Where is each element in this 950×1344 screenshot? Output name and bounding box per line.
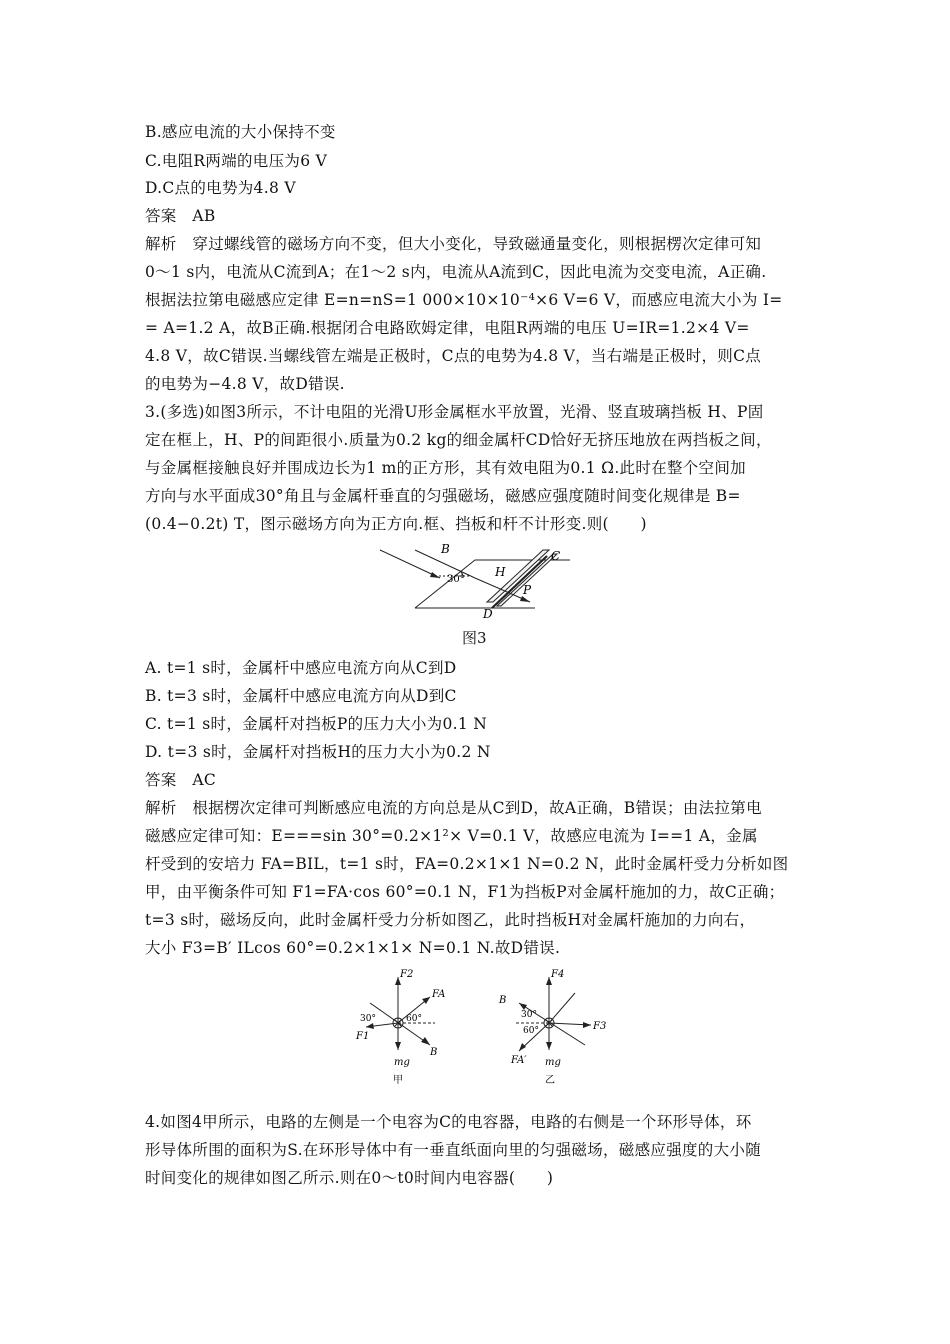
q2-analysis-line: 的电势为−4.8 V，故D错误. [145, 375, 345, 393]
q3-answer: 答案 AC [145, 771, 217, 789]
label-b: B [441, 542, 450, 556]
q3-option-d: D. t=3 s时，金属杆对挡板H的压力大小为0.2 N [145, 743, 491, 761]
label-d: D [483, 607, 493, 618]
q2-option-d: D.C点的电势为4.8 V [145, 179, 296, 197]
label-fa: FA [432, 989, 446, 1000]
q3-stem-line: 与金属框接触良好并围成边长为1 m的正方形，其有效电阻为0.1 Ω.此时在整个空间加 [145, 459, 746, 477]
label-c: C [551, 549, 561, 563]
label-mg: mg [394, 1057, 410, 1068]
q3-stem-line: 定在框上，H、P的间距很小.质量为0.2 kg的细金属杆CD恰好无挤压地放在两挡板之间， [145, 431, 772, 449]
label-fa-prime: FA′ [511, 1055, 527, 1066]
q3-option-c: C. t=1 s时，金属杆对挡板P的压力大小为0.1 N [145, 715, 488, 733]
q3-stem-line: 方向与水平面成30°角且与金属杆垂直的匀强磁场，磁感应强度随时间变化规律是 B= [145, 487, 741, 505]
label-60: 60° [406, 1014, 422, 1024]
label-p: P [523, 583, 532, 597]
force-diagram-yi [495, 965, 615, 1085]
force-diagram-jia [350, 965, 460, 1085]
q2-analysis-line: 根据法拉第电磁感应定律 E=n=nS=1 000×10×10⁻⁴×6 V=6 V，而感应电流大小为 I= [145, 291, 783, 309]
figure-3-caption: 图3 [462, 629, 487, 647]
q3-analysis-line: 磁感应定律可知：E===sin 30°=0.2×1²× V=0.1 V，故感应电流为 I==1 A，金属 [145, 827, 758, 845]
caption-jia: 甲 [393, 1075, 403, 1085]
label-angle: 30° [447, 574, 465, 585]
label-30: 30° [360, 1014, 376, 1024]
label-h: H [495, 565, 506, 579]
label-f3: F3 [593, 1021, 607, 1032]
q2-analysis-line: 解析 穿过螺线管的磁场方向不变，但大小变化，导致磁通量变化，则根据楞次定律可知 [145, 235, 762, 253]
label-f4: F4 [551, 969, 565, 980]
q2-analysis-line: 0～1 s内，电流从C流到A；在1～2 s内，电流从A流到C，因此电流为交变电流，A正确. [145, 263, 767, 281]
label-mg: mg [545, 1057, 561, 1068]
q3-stem-line: 3.(多选)如图3所示，不计电阻的光滑U形金属框水平放置，光滑、竖直玻璃挡板 H、P固 [145, 403, 764, 421]
q3-analysis-line: 解析 根据楞次定律可判断感应电流的方向总是从C到D，故A正确，B错误；由法拉第电 [145, 799, 762, 817]
label-b: B [430, 1047, 438, 1058]
q4-stem-line: 4.如图4甲所示，电路的左侧是一个电容为C的电容器，电路的右侧是一个环形导体，环 [145, 1113, 752, 1131]
q3-analysis-line: 甲，由平衡条件可知 F1=FA·cos 60°=0.1 N，F1为挡板P对金属杆施加的力，故C正确； [145, 883, 785, 901]
caption-yi: 乙 [545, 1075, 555, 1085]
q2-option-b: B.感应电流的大小保持不变 [145, 123, 336, 141]
label-f2: F2 [400, 969, 414, 980]
q4-stem-line: 形导体所围的面积为S.在环形导体中有一垂直纸面向里的匀强磁场，磁感应强度的大小随 [145, 1141, 761, 1159]
q3-analysis-line: t=3 s时，磁场反向，此时金属杆受力分析如图乙，此时挡板H对金属杆施加的力向右， [145, 911, 756, 929]
label-f1: F1 [356, 1031, 370, 1042]
q2-option-c: C.电阻R两端的电压为6 V [145, 152, 328, 170]
q4-stem-line: 时间变化的规律如图乙所示.则在0～t0时间内电容器( ) [145, 1169, 554, 1187]
label-30: 30° [521, 1010, 537, 1020]
q3-analysis-line: 大小 F3=B′ ILcos 60°=0.2×1×1× N=0.1 N.故D错误. [145, 939, 561, 957]
q3-analysis-line: 杆受到的安培力 FA=BIL，t=1 s时，FA=0.2×1×1 N=0.2 N，此时金属杆受力分析如图 [145, 855, 789, 873]
q2-answer: 答案 AB [145, 207, 216, 225]
q3-option-a: A. t=1 s时，金属杆中感应电流方向从C到D [145, 659, 457, 677]
q2-analysis-line: = A=1.2 A，故B正确.根据闭合电路欧姆定律，电阻R两端的电压 U=IR=1.2×4 V= [145, 319, 750, 337]
q3-stem-line: (0.4−0.2t) T，图示磁场方向为正方向.框、挡板和杆不计形变.则( ) [145, 515, 647, 533]
q2-analysis-line: 4.8 V，故C错误.当螺线管左端是正极时，C点的电势为4.8 V，当右端是正极时，则C点 [145, 347, 762, 365]
label-b: B [499, 995, 507, 1006]
q3-option-b: B. t=3 s时，金属杆中感应电流方向从D到C [145, 687, 457, 705]
figure-3-diagram [375, 538, 575, 618]
label-60: 60° [523, 1026, 539, 1036]
